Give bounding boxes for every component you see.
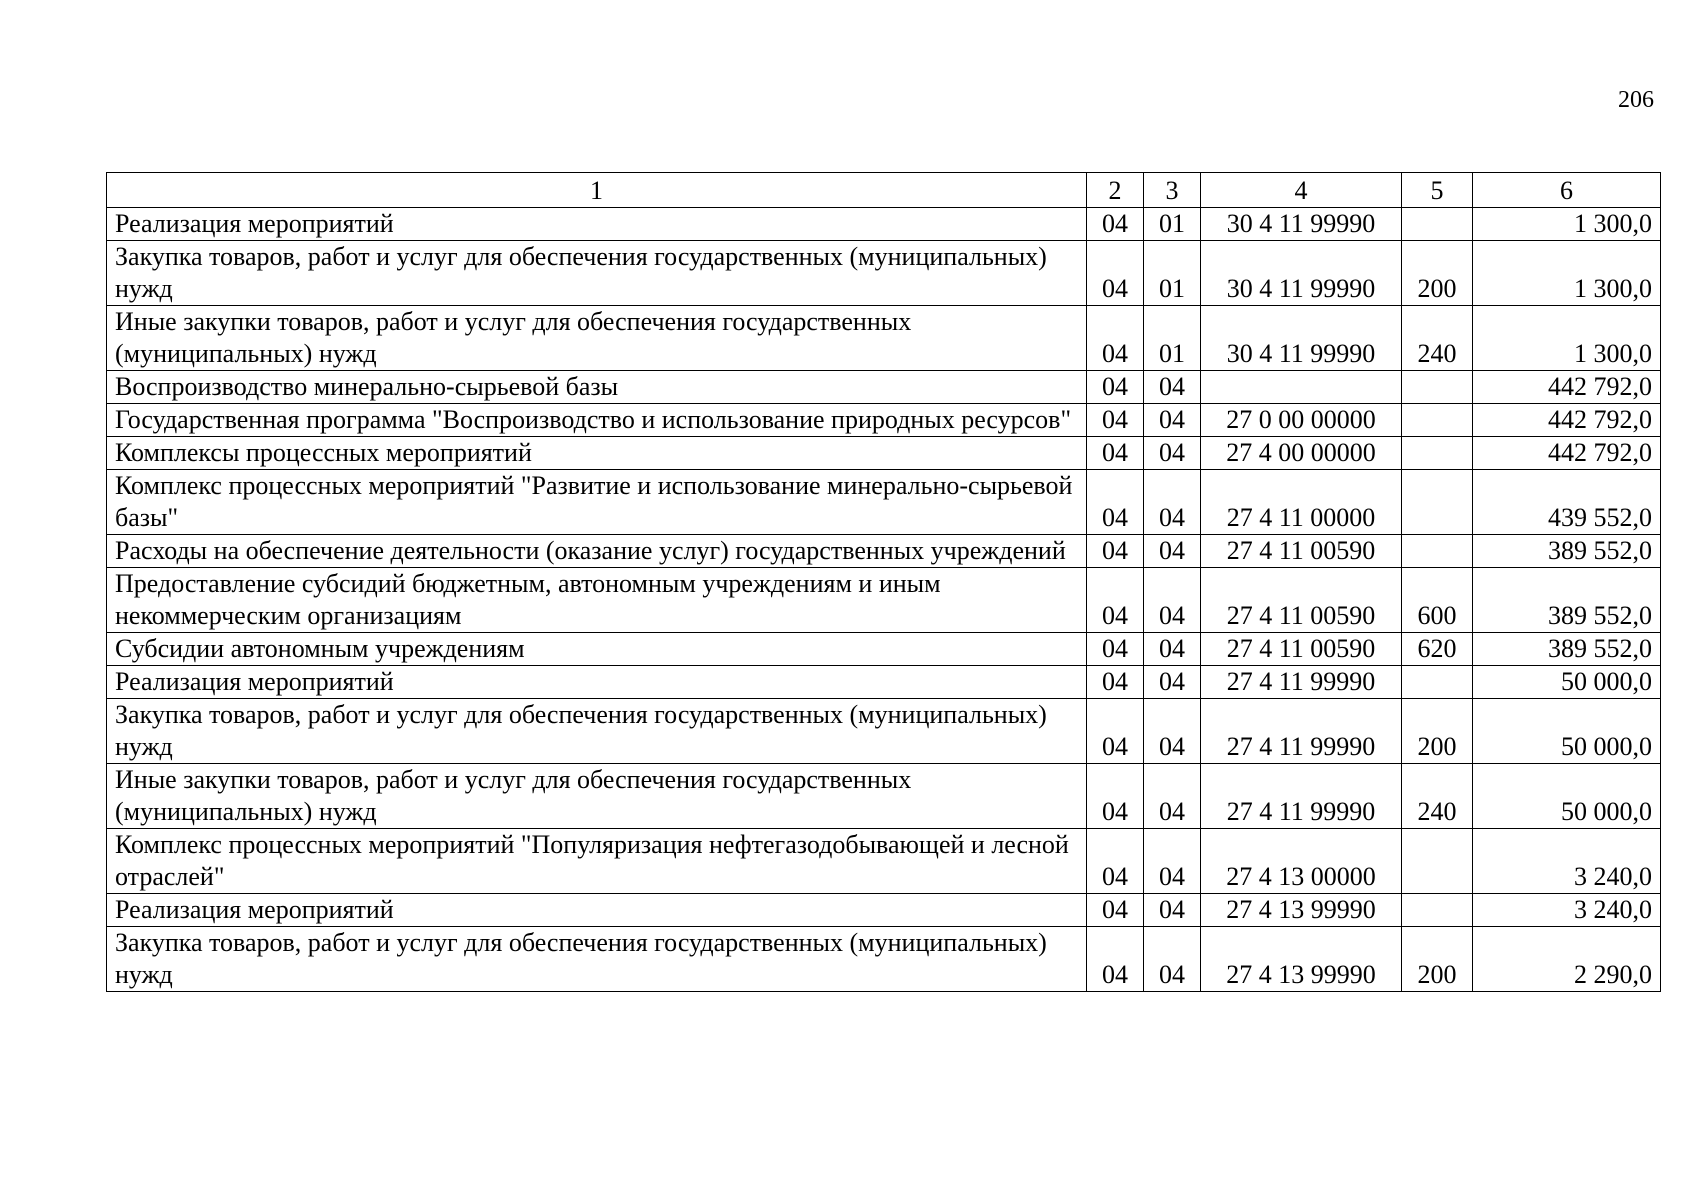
cell-target-article: 27 4 11 00590 (1201, 568, 1402, 633)
cell-section: 04 (1087, 894, 1144, 927)
cell-target-article: 30 4 11 99990 (1201, 208, 1402, 241)
cell-expense-type: 200 (1402, 241, 1473, 306)
cell-section: 04 (1087, 208, 1144, 241)
table-header-row (107, 173, 1661, 208)
cell-amount: 1 300,0 (1473, 306, 1661, 371)
table-row (107, 306, 1661, 371)
cell-target-article: 27 0 00 00000 (1201, 404, 1402, 437)
column-header: 1 (107, 173, 1087, 208)
cell-expense-type: 240 (1402, 306, 1473, 371)
cell-name: Воспроизводство минерально-сырьевой базы (107, 371, 1087, 404)
table-row (107, 666, 1661, 699)
cell-expense-type (1402, 829, 1473, 894)
cell-section: 04 (1087, 371, 1144, 404)
page-number: 206 (1618, 87, 1654, 113)
cell-expense-type (1402, 371, 1473, 404)
cell-section: 04 (1087, 535, 1144, 568)
cell-target-article: 27 4 11 00590 (1201, 633, 1402, 666)
cell-section: 04 (1087, 666, 1144, 699)
cell-subsection: 04 (1144, 764, 1201, 829)
cell-target-article: 27 4 11 99990 (1201, 699, 1402, 764)
cell-subsection: 04 (1144, 699, 1201, 764)
cell-amount: 389 552,0 (1473, 535, 1661, 568)
cell-section: 04 (1087, 633, 1144, 666)
cell-name: Иные закупки товаров, работ и услуг для обеспечения государственных (муниципальных) нужд (107, 764, 1087, 829)
cell-section: 04 (1087, 829, 1144, 894)
cell-subsection: 04 (1144, 633, 1201, 666)
table-row (107, 568, 1661, 633)
cell-expense-type (1402, 437, 1473, 470)
cell-subsection: 04 (1144, 470, 1201, 535)
cell-target-article: 27 4 11 00000 (1201, 470, 1402, 535)
cell-expense-type: 200 (1402, 699, 1473, 764)
cell-amount: 442 792,0 (1473, 437, 1661, 470)
cell-name: Закупка товаров, работ и услуг для обеспечения государственных (муниципальных) нужд (107, 241, 1087, 306)
cell-amount: 50 000,0 (1473, 699, 1661, 764)
cell-subsection: 01 (1144, 208, 1201, 241)
cell-amount: 442 792,0 (1473, 404, 1661, 437)
cell-section: 04 (1087, 404, 1144, 437)
cell-target-article: 27 4 11 00590 (1201, 535, 1402, 568)
table-row (107, 633, 1661, 666)
cell-subsection: 04 (1144, 404, 1201, 437)
cell-expense-type (1402, 470, 1473, 535)
table-row (107, 829, 1661, 894)
table-row (107, 927, 1661, 992)
cell-name: Комплекс процессных мероприятий "Популяризация нефтегазодобывающей и лесной отраслей" (107, 829, 1087, 894)
table-row (107, 404, 1661, 437)
cell-subsection: 04 (1144, 894, 1201, 927)
cell-subsection: 04 (1144, 371, 1201, 404)
cell-section: 04 (1087, 764, 1144, 829)
cell-amount: 3 240,0 (1473, 894, 1661, 927)
cell-expense-type: 620 (1402, 633, 1473, 666)
cell-name: Реализация мероприятий (107, 666, 1087, 699)
cell-section: 04 (1087, 437, 1144, 470)
cell-target-article: 30 4 11 99990 (1201, 306, 1402, 371)
cell-section: 04 (1087, 699, 1144, 764)
cell-amount: 439 552,0 (1473, 470, 1661, 535)
cell-name: Реализация мероприятий (107, 208, 1087, 241)
column-header: 2 (1087, 173, 1144, 208)
cell-target-article: 30 4 11 99990 (1201, 241, 1402, 306)
cell-section: 04 (1087, 568, 1144, 633)
column-header: 6 (1473, 173, 1661, 208)
cell-name: Закупка товаров, работ и услуг для обеспечения государственных (муниципальных) нужд (107, 927, 1087, 992)
cell-target-article: 27 4 13 00000 (1201, 829, 1402, 894)
cell-subsection: 04 (1144, 568, 1201, 633)
cell-expense-type (1402, 894, 1473, 927)
table-row (107, 894, 1661, 927)
column-header: 4 (1201, 173, 1402, 208)
cell-name: Расходы на обеспечение деятельности (оказание услуг) государственных учреждений (107, 535, 1087, 568)
cell-subsection: 04 (1144, 437, 1201, 470)
cell-subsection: 04 (1144, 666, 1201, 699)
cell-target-article: 27 4 11 99990 (1201, 666, 1402, 699)
cell-amount: 2 290,0 (1473, 927, 1661, 992)
cell-amount: 3 240,0 (1473, 829, 1661, 894)
table-row (107, 208, 1661, 241)
cell-name: Предоставление субсидий бюджетным, автономным учреждениям и иным некоммерческим организациям (107, 568, 1087, 633)
cell-subsection: 04 (1144, 829, 1201, 894)
cell-amount: 389 552,0 (1473, 633, 1661, 666)
cell-section: 04 (1087, 306, 1144, 371)
cell-target-article: 27 4 13 99990 (1201, 894, 1402, 927)
cell-expense-type: 240 (1402, 764, 1473, 829)
cell-name: Закупка товаров, работ и услуг для обеспечения государственных (муниципальных) нужд (107, 699, 1087, 764)
cell-target-article (1201, 371, 1402, 404)
cell-amount: 389 552,0 (1473, 568, 1661, 633)
cell-expense-type: 600 (1402, 568, 1473, 633)
cell-amount: 1 300,0 (1473, 208, 1661, 241)
cell-name: Комплексы процессных мероприятий (107, 437, 1087, 470)
cell-subsection: 04 (1144, 927, 1201, 992)
cell-amount: 442 792,0 (1473, 371, 1661, 404)
cell-name: Комплекс процессных мероприятий "Развитие и использование минерально-сырьевой базы" (107, 470, 1087, 535)
cell-target-article: 27 4 13 99990 (1201, 927, 1402, 992)
cell-name: Государственная программа "Воспроизводство и использование природных ресурсов" (107, 404, 1087, 437)
cell-target-article: 27 4 11 99990 (1201, 764, 1402, 829)
cell-section: 04 (1087, 927, 1144, 992)
cell-expense-type (1402, 666, 1473, 699)
cell-section: 04 (1087, 241, 1144, 306)
table-row (107, 470, 1661, 535)
cell-subsection: 01 (1144, 241, 1201, 306)
cell-expense-type (1402, 535, 1473, 568)
table-row (107, 764, 1661, 829)
cell-subsection: 04 (1144, 535, 1201, 568)
table-row (107, 535, 1661, 568)
cell-expense-type (1402, 404, 1473, 437)
cell-target-article: 27 4 00 00000 (1201, 437, 1402, 470)
cell-section: 04 (1087, 470, 1144, 535)
cell-expense-type (1402, 208, 1473, 241)
table-row (107, 437, 1661, 470)
cell-name: Субсидии автономным учреждениям (107, 633, 1087, 666)
cell-subsection: 01 (1144, 306, 1201, 371)
cell-name: Реализация мероприятий (107, 894, 1087, 927)
table-row (107, 699, 1661, 764)
table-row (107, 371, 1661, 404)
column-header: 3 (1144, 173, 1201, 208)
budget-table (106, 172, 1661, 992)
cell-amount: 1 300,0 (1473, 241, 1661, 306)
cell-name: Иные закупки товаров, работ и услуг для обеспечения государственных (муниципальных) нужд (107, 306, 1087, 371)
column-header: 5 (1402, 173, 1473, 208)
cell-expense-type: 200 (1402, 927, 1473, 992)
cell-amount: 50 000,0 (1473, 666, 1661, 699)
cell-amount: 50 000,0 (1473, 764, 1661, 829)
table-row (107, 241, 1661, 306)
